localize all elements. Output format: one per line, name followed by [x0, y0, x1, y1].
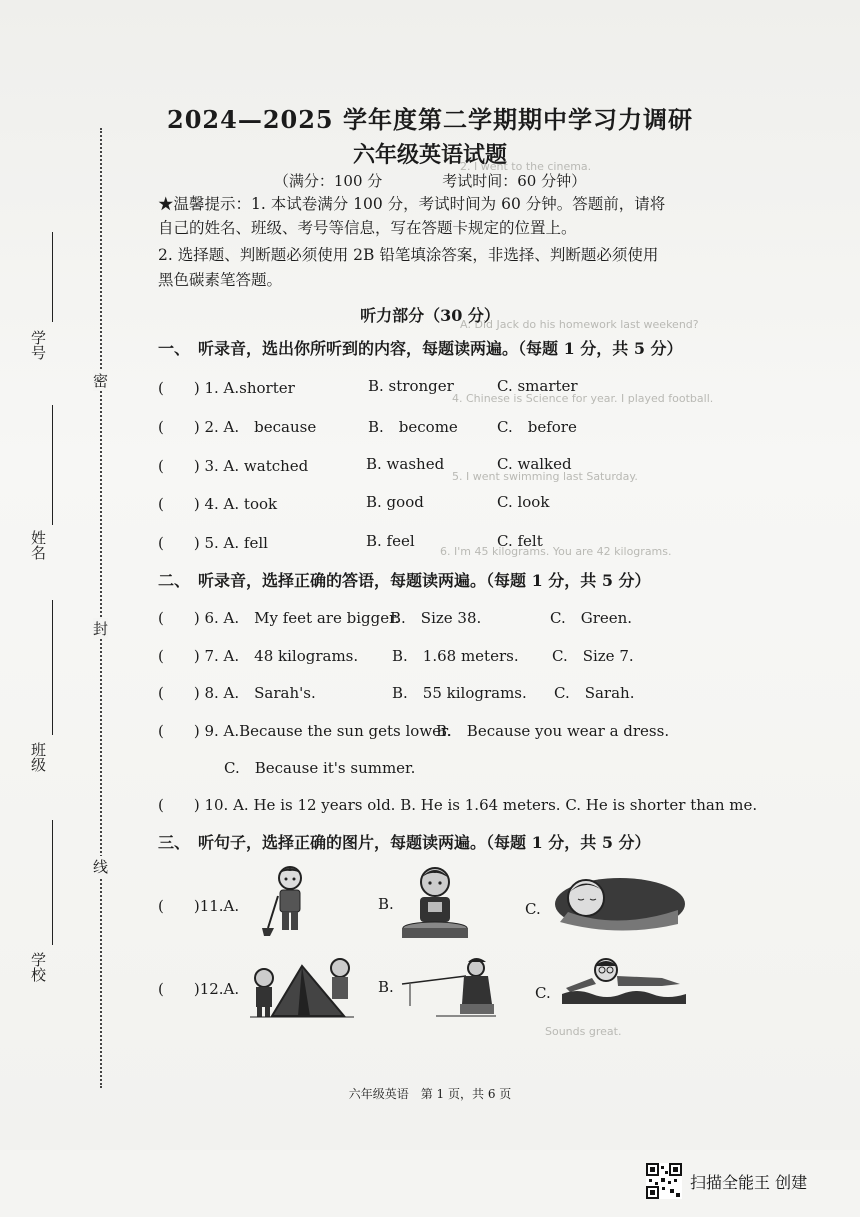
q12-a-label: ( )12.A.	[158, 980, 240, 998]
q5-b: B. feel	[366, 532, 415, 550]
q11-a-label: ( )11.A.	[158, 897, 240, 915]
q2-a: ( ) 2. A. because	[158, 418, 317, 436]
binding-dotted-line	[100, 128, 102, 1088]
q8-c: C. Sarah.	[554, 684, 635, 702]
class-blank	[52, 600, 53, 735]
name-label: 姓名	[29, 530, 47, 560]
section-2-title: 二、 听录音，选择正确的答语，每题读两遍。（每题 1 分，共 5 分）	[158, 571, 651, 590]
scanner-watermark-text: 扫描全能王 创建	[690, 1173, 808, 1192]
class-label: 班级	[29, 742, 47, 772]
bleed-text: 2. I went to the cinema.	[460, 160, 592, 173]
score-line: （满分：100 分 考试时间：60 分钟）	[273, 172, 587, 190]
q7-a: ( ) 7. A. 48 kilograms.	[158, 647, 359, 665]
notice-line-1: ★温馨提示：1. 本试卷满分 100 分，考试时间为 60 分钟。答题前，请将	[158, 195, 666, 213]
exam-subtitle: 六年级英语试题	[352, 142, 507, 168]
q5-c: C. felt	[497, 532, 543, 550]
q3-b: B. washed	[366, 455, 445, 473]
exam-title: 2024—2025 学年度第二学期期中学习力调研	[167, 105, 693, 134]
fishing-picture	[396, 954, 496, 1020]
q4-b: B. good	[366, 493, 424, 511]
sweeping-boy-picture	[262, 862, 314, 938]
q7-c: C. Size 7.	[552, 647, 634, 665]
q1-b: B. stronger	[368, 377, 454, 395]
q4-a: ( ) 4. A. took	[158, 495, 278, 513]
q5-a: ( ) 5. A. fell	[158, 534, 268, 552]
q10: ( ) 10. A. He is 12 years old. B. He is 1.64 meters. C. He is shorter than me.	[158, 796, 758, 814]
student-id-label: 学号	[29, 330, 47, 360]
section-1-title: 一、 听录音，选出你所听到的内容，每题读两遍。（每题 1 分，共 5 分）	[158, 339, 683, 358]
q12-b-label: B.	[378, 978, 394, 996]
seal-mi: 密	[93, 372, 109, 390]
page-footer: 六年级英语 第 1 页，共 6 页	[348, 1087, 512, 1101]
notice-line-2: 自己的姓名、班级、考号等信息，写在答题卡规定的位置上。	[158, 219, 577, 237]
camping-tent-picture	[250, 954, 354, 1018]
section-3-title: 三、 听句子，选择正确的图片，每题读两遍。（每题 1 分，共 5 分）	[158, 833, 651, 852]
notice-line-4: 黑色碳素笔答题。	[158, 271, 283, 289]
school-blank	[52, 820, 53, 945]
q1-a: ( ) 1. A.shorter	[158, 379, 295, 397]
q3-c: C. walked	[497, 455, 572, 473]
q6-c: C. Green.	[550, 609, 633, 627]
q2-c: C. before	[497, 418, 577, 436]
bleed-text: 6. I'm 45 kilograms. You are 42 kilograms.	[440, 545, 672, 558]
q9-a: ( ) 9. A.Because the sun gets lower.	[158, 722, 452, 740]
bleed-text: 5. I went swimming last Saturday.	[452, 470, 638, 483]
q11-c-label: C.	[525, 900, 541, 918]
name-blank	[52, 405, 53, 525]
eating-boy-picture	[400, 862, 470, 942]
school-label: 学校	[29, 952, 47, 982]
q9-b: B. Because you wear a dress.	[436, 722, 670, 740]
q3-a: ( ) 3. A. watched	[158, 457, 309, 475]
qr-code-icon	[646, 1163, 682, 1199]
notice-line-3: 2. 选择题、判断题必须使用 2B 铅笔填涂答案，非选择、判断题必须使用	[158, 246, 659, 264]
listening-part-title: 听力部分（30 分）	[360, 306, 500, 325]
q4-c: C. look	[497, 493, 550, 511]
q6-a: ( ) 6. A. My feet are bigger.	[158, 609, 400, 627]
q12-c-label: C.	[535, 984, 551, 1002]
bleed-text: A: Did Jack do his homework last weekend?	[460, 318, 699, 331]
q11-b-label: B.	[378, 895, 394, 913]
q9-c: C. Because it's summer.	[224, 759, 416, 777]
q1-c: C. smarter	[497, 377, 578, 395]
sleeping-boy-picture	[548, 868, 686, 934]
q8-b: B. 55 kilograms.	[392, 684, 527, 702]
seal-feng: 封	[93, 620, 109, 638]
q8-a: ( ) 8. A. Sarah's.	[158, 684, 316, 702]
q6-b: B. Size 38.	[390, 609, 482, 627]
bleed-text: Sounds great.	[545, 1025, 622, 1038]
bleed-text: 4. Chinese is Science for year. I played football.	[452, 392, 714, 405]
seal-xian: 线	[93, 858, 109, 876]
swimming-boy-picture	[562, 954, 686, 1010]
q7-b: B. 1.68 meters.	[392, 647, 519, 665]
q2-b: B. become	[368, 418, 458, 436]
